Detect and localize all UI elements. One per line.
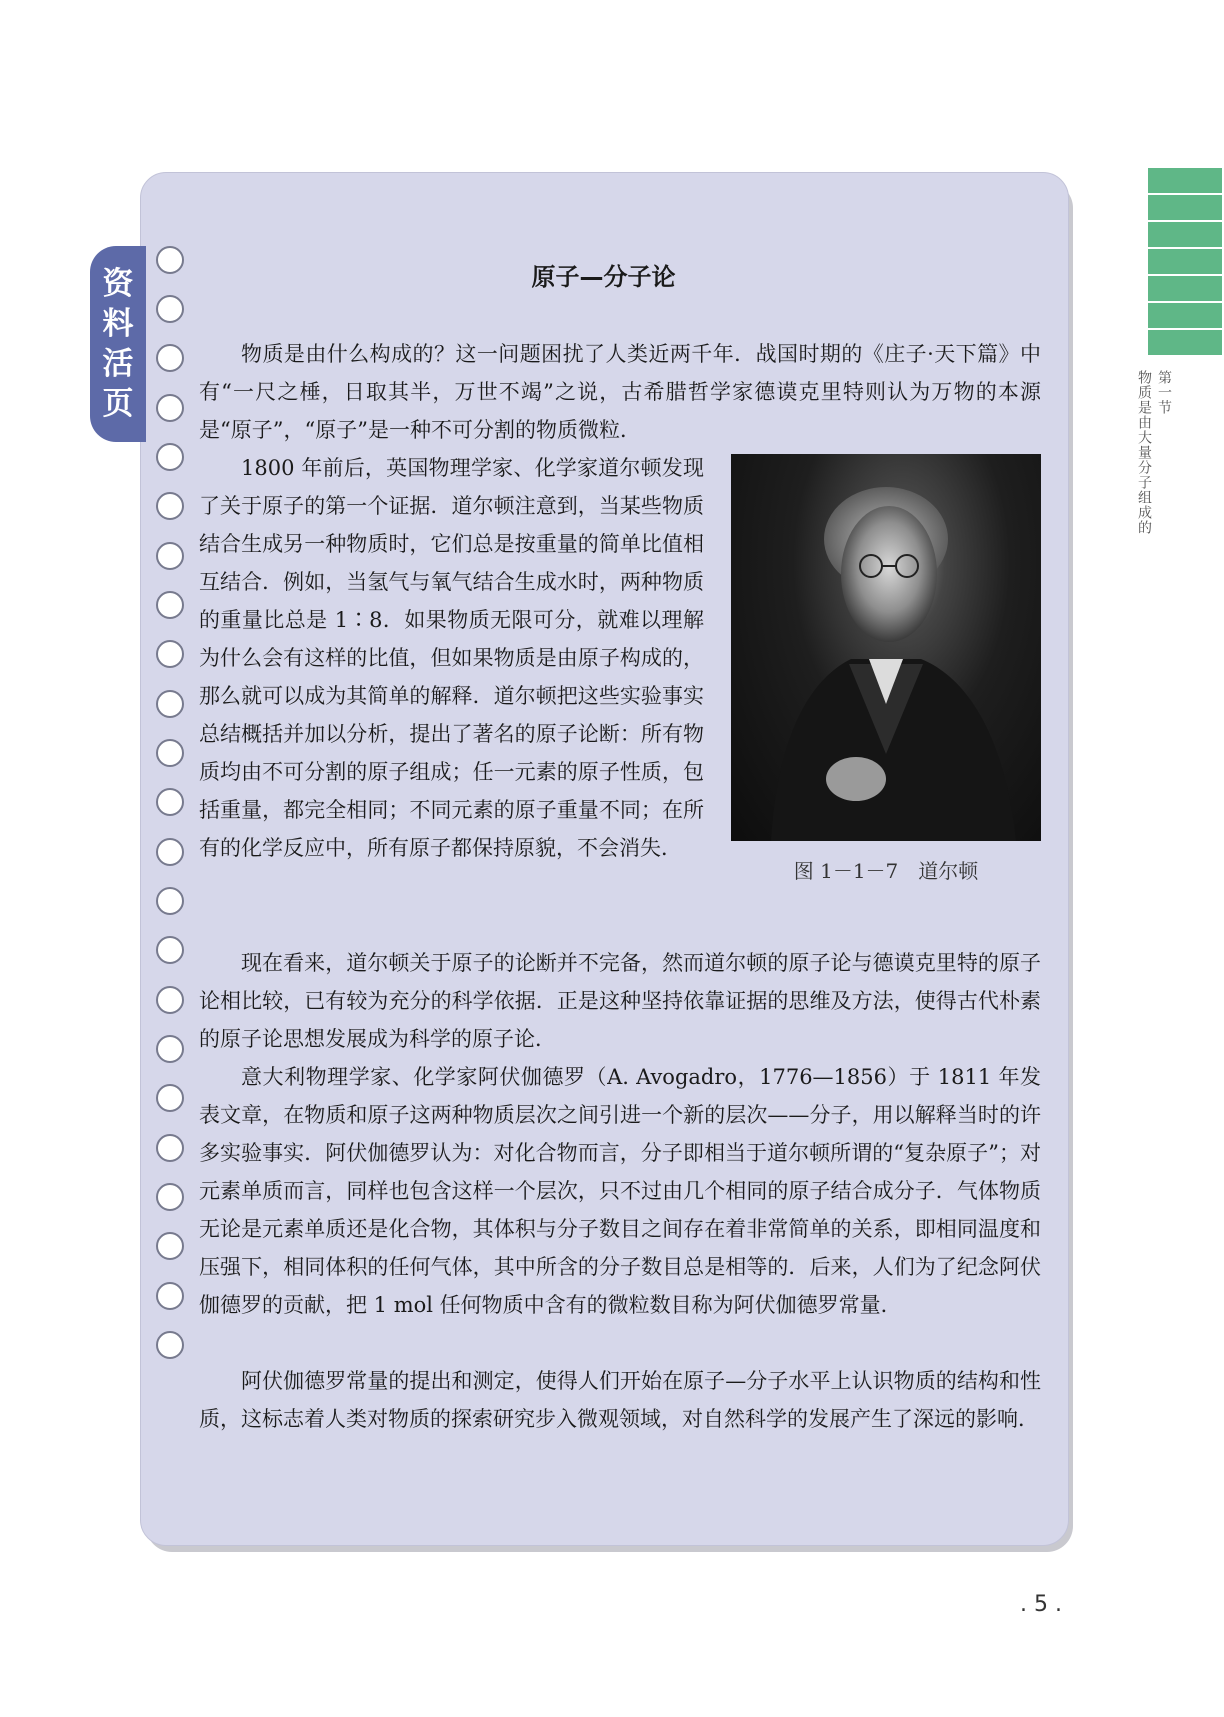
- badge-char: 料: [102, 306, 134, 342]
- chapter-tab-stripe: [1148, 222, 1222, 249]
- binder-ring: [156, 1035, 184, 1063]
- binder-ring: [156, 1134, 184, 1162]
- paragraph: 阿伏伽德罗常量的提出和测定，使得人们开始在原子—分子水平上认识物质的结构和性质，这标志着人类对物质的探索研究步入微观领域，对自然科学的发展产生了深远的影响．: [199, 1369, 1041, 1431]
- paragraph: 物质是由什么构成的？这一问题困扰了人类近两千年．战国时期的《庄子·天下篇》中有“一尺之棰，日取其半，万世不竭”之说，古希腊哲学家德谟克里特则认为万物的本源是“原子”，“原子”是一种不可分割的物质微粒．: [199, 342, 1041, 442]
- section-title: 物质是由大量分子组成的: [1136, 370, 1152, 535]
- portrait-illustration: [731, 454, 1041, 841]
- chapter-tab-stripe: [1148, 330, 1222, 357]
- binder-ring: [156, 344, 184, 372]
- chapter-tab-stripe: [1148, 276, 1222, 303]
- section-label: [1136, 370, 1174, 535]
- binder-ring: [156, 838, 184, 866]
- binder-ring: [156, 788, 184, 816]
- binder-ring: [156, 492, 184, 520]
- paragraph: 现在看来，道尔顿关于原子的论断并不完备，然而道尔顿的原子论与德谟克里特的原子论相比较，已有较为充分的科学依据．正是这种坚持依靠证据的思维及方法，使得古代朴素的原子论思想发展成为科学的原子论．: [199, 951, 1041, 1051]
- binder-ring: [156, 1183, 184, 1211]
- binder-ring: [156, 394, 184, 422]
- binder-ring: [156, 542, 184, 570]
- binder-ring: [156, 690, 184, 718]
- binder-ring: [156, 591, 184, 619]
- binder-ring: [156, 1084, 184, 1112]
- figure-caption: 图 1－1－7 道尔顿: [793, 859, 979, 883]
- binder-ring: [156, 1331, 184, 1359]
- paragraph: 1800 年前后，英国物理学家、化学家道尔顿发现了关于原子的第一个证据．道尔顿注意到，当某些物质结合生成另一种物质时，它们总是按重量的简单比值相互结合．例如，当氢气与氧气结合生成水时，两种物质的重量比总是 1∶8．如果物质无限可分，就难以理解为什么会有这样的比值，但如果物质是由原子构成的，那么就可以成为其简单的解释．道尔顿把这些实验事实总结概括并加以分析，提出了著名的原子论断：所有物质均由不可分割的原子组成；任一元素的原子性质，包括重量，都完全相同；不同元素的原子重量不同；在所有的化学反应中，所有原子都保持原貌，不会消失．: [199, 456, 704, 860]
- section-number: 第一节: [1156, 370, 1172, 415]
- binder-ring: [156, 640, 184, 668]
- chapter-tab-stripe: [1148, 195, 1222, 222]
- dalton-portrait: [731, 454, 1041, 841]
- chapter-tab-stripe: [1148, 303, 1222, 330]
- binder-ring: [156, 887, 184, 915]
- binder-ring: [156, 295, 184, 323]
- chapter-tab: [1148, 168, 1222, 357]
- badge-char: 页: [102, 386, 134, 422]
- article-title: 原子—分子论: [531, 263, 676, 291]
- binder-ring: [156, 1232, 184, 1260]
- badge-char: 资: [102, 266, 134, 302]
- binder-ring: [156, 739, 184, 767]
- binder-ring: [156, 936, 184, 964]
- badge-char: 活: [102, 346, 134, 382]
- binder-ring: [156, 1282, 184, 1310]
- chapter-tab-stripe: [1148, 168, 1222, 195]
- chapter-tab-stripe: [1148, 249, 1222, 276]
- resource-badge: [90, 246, 146, 442]
- paragraph: 意大利物理学家、化学家阿伏伽德罗（A. Avogadro，1776—1856）于 1811 年发表文章，在物质和原子这两种物质层次之间引进一个新的层次——分子，用以解释当时的许多实验事实．阿伏伽德罗认为：对化合物而言，分子即相当于道尔顿所谓的“复杂原子”；对元素单质而言，同样也包含这样一个层次，只不过由几个相同的原子结合成分子．气体物质无论是元素单质还是化合物，其体积与分子数目之间存在着非常简单的关系，即相同温度和压强下，相同体积的任何气体，其中所含的分子数目总是相等的．后来，人们为了纪念阿伏伽德罗的贡献，把 1 mol 任何物质中含有的微粒数目称为阿伏伽德罗常量．: [199, 1065, 1041, 1317]
- page-number: . 5 .: [1020, 1592, 1062, 1617]
- binder-ring: [156, 443, 184, 471]
- binder-ring: [156, 986, 184, 1014]
